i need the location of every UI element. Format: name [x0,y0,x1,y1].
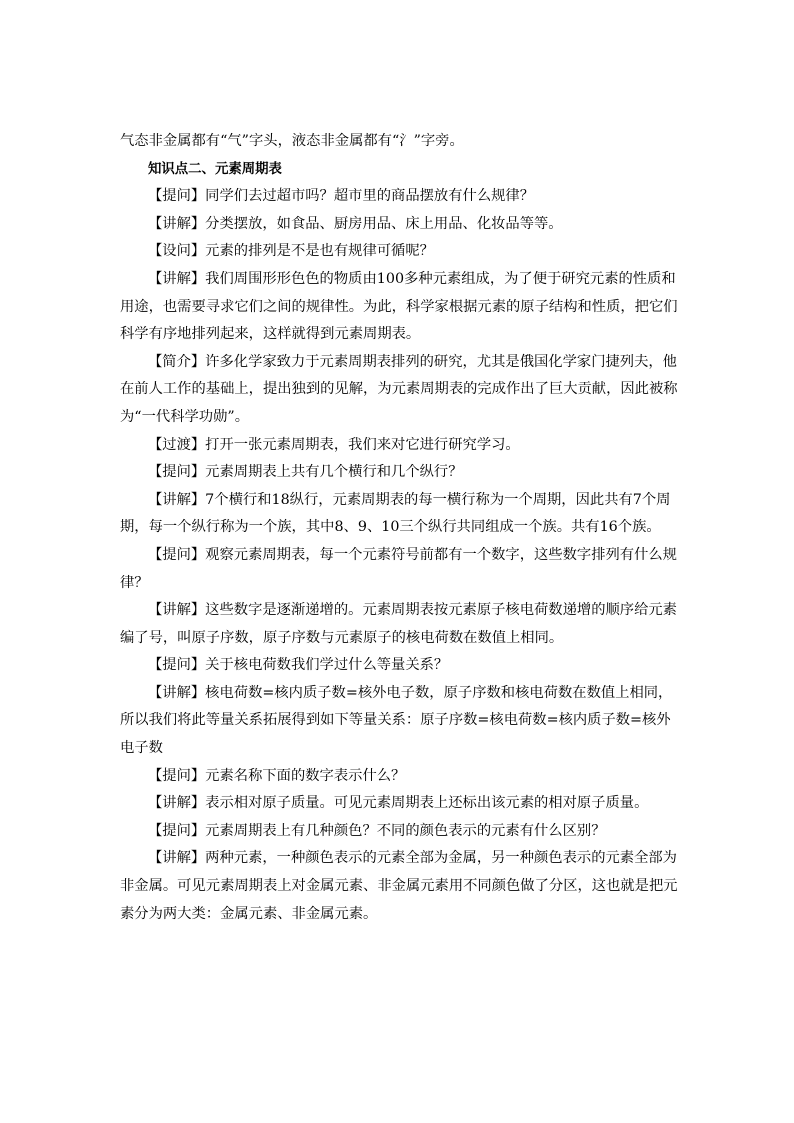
paragraph-question-element-order: 【设问】元素的排列是不是也有规律可循呢？ [148,243,434,260]
paragraph-explain-classification: 【讲解】分类摆放，如食品、厨房用品、床上用品、化妆品等等。 [148,215,563,232]
paragraph-explain-periodic-table: 【讲解】我们周围形形色色的物质由100多种元素组成，为了便于研究元素的性质和用途，也需要寻求它们之间的规律性。为此，科学家根据元素的原子结构和性质，把它们科学有序地排列起来，这样就得到元素周期表。 [120,270,678,343]
paragraph-question-supermarket: 【提问】同学们去过超市吗？超市里的商品摆放有什么规律？ [148,188,535,205]
paragraph-transition: 【过渡】打开一张元素周期表，我们来对它进行研究学习。 [148,436,520,453]
paragraph-explain-equalities: 【讲解】核电荷数=核内质子数=核外电子数，原子序数和核电荷数在数值上相同，所以我们将此等量关系拓展得到如下等量关系：原子序数=核电荷数=核内质子数=核外电子数 [120,684,673,757]
paragraph-question-rows-columns: 【提问】元素周期表上共有几个横行和几个纵行？ [148,464,463,481]
paragraph-explain-periods-groups: 【讲解】7个横行和18纵行，元素周期表的每一横行称为一个周期，因此共有7个周期，每一个纵行称为一个族，其中8、9、10三个纵行共同组成一个族。共有16个族。 [120,491,671,536]
document-page [120,128,680,928]
paragraph-question-name-number: 【提问】元素名称下面的数字表示什么？ [148,767,406,784]
paragraph-explain-atomic-number: 【讲解】这些数字是逐渐递增的。元素周期表按元素原子核电荷数递增的顺序给元素编了号，叫原子序数，原子序数与元素原子的核电荷数在数值上相同。 [120,602,677,646]
section-heading: 知识点二、元素周期表 [148,160,282,177]
paragraph-explain-metal-nonmetal: 【讲解】两种元素，一种颜色表示的元素全部为金属，另一种颜色表示的元素全部为非金属。可见元素周期表上对金属元素、非金属元素用不同颜色做了分区，这也就是把元素分为两大类：金属元素、非金属元素。 [120,850,678,922]
paragraph-question-colors: 【提问】元素周期表上有几种颜色？不同的颜色表示的元素有什么区别？ [148,822,606,839]
paragraph-intro-mendeleev: 【简介】许多化学家致力于元素周期表排列的研究，尤其是俄国化学家门捷列夫，他在前人工作的基础上，提出独到的见解，为元素周期表的完成作出了巨大贡献，因此被称为“一代科学功勋”。 [120,353,678,425]
paragraph-question-numbers: 【提问】观察元素周期表，每一个元素符号前都有一个数字，这些数字排列有什么规律？ [120,546,677,591]
paragraph-explain-atomic-mass: 【讲解】表示相对原子质量。可见元素周期表上还标出该元素的相对原子质量。 [148,795,649,812]
paragraph-gas-liquid-nonmetals: 气态非金属都有“气”字头，液态非金属都有“氵”字旁。 [120,133,464,149]
paragraph-question-equalities: 【提问】关于核电荷数我们学过什么等量关系？ [148,657,449,674]
